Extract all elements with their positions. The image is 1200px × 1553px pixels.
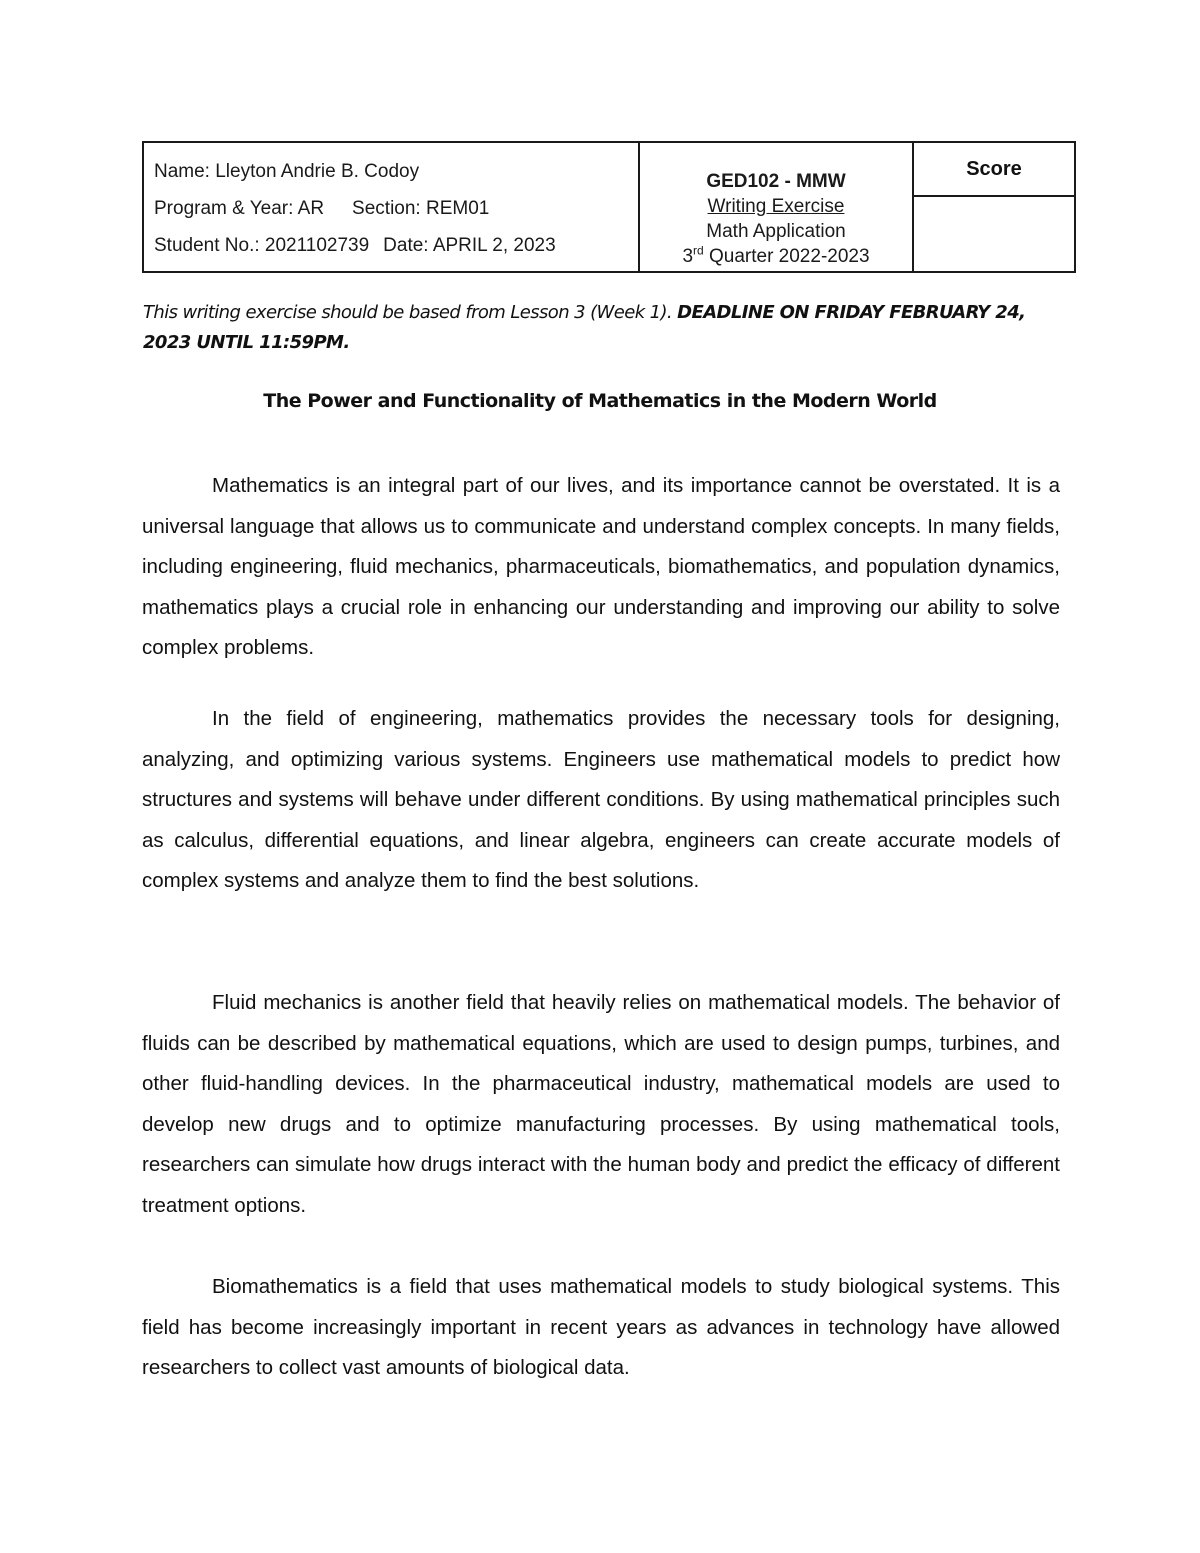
deadline-text: DEADLINE ON FRIDAY FEBRUARY 24, 2023 UNTIL 11:59PM.	[143, 302, 1026, 353]
score-value-cell	[913, 196, 1075, 272]
paragraph-1: Mathematics is an integral part of our lives, and its importance cannot be overstated. It is a universal language that allows us to communicate and understand complex concepts. In many fields, including engineering, fluid mechanics, pharmaceuticals, biomathematics, and population dynamics, mathematics plays a crucial role in enhancing our understanding and improving our ability to solve complex problems.	[142, 474, 1060, 660]
date: Date: APRIL 2, 2023	[383, 235, 556, 256]
instructions-text: This writing exercise should be based from Lesson 3 (Week 1).	[143, 302, 678, 323]
student-number: Student No.: 2021102739	[154, 235, 370, 256]
course-topic: Math Application	[706, 221, 846, 242]
course-type: Writing Exercise	[707, 196, 845, 217]
paragraph-2: In the field of engineering, mathematics provides the necessary tools for designing, analyzing, and optimizing various systems. Engineers use mathematical models to predict how structures and systems will behave under different conditions. By using mathematical principles such as calculus, differential equations, and linear algebra, engineers can create accurate models of complex systems and analyze them to find the best solutions.	[142, 707, 1060, 893]
paragraph-3: Fluid mechanics is another field that heavily relies on mathematical models. The behavior of fluids can be described by mathematical equations, which are used to design pumps, turbines, and other fluid-handling devices. In the pharmaceutical industry, mathematical models are used to develop new drugs and to optimize manufacturing processes. By using mathematical tools, researchers can simulate how drugs interact with the human body and predict the efficacy of different treatment options.	[142, 991, 1060, 1217]
quarter: 3rd Quarter 2022-2023	[682, 243, 870, 267]
paragraph-4: Biomathematics is a field that uses mathematical models to study biological systems. This field has become increasingly important in recent years as advances in technology have allowed researchers to collect vast amounts of biological data.	[142, 1275, 1060, 1380]
student-info-cell	[143, 142, 639, 272]
essay-title: The Power and Functionality of Mathematics in the Modern World	[263, 390, 937, 412]
score-value	[914, 197, 1074, 271]
course-code: GED102 - MMW	[706, 171, 846, 192]
section: Section: REM01	[352, 198, 490, 219]
score-label: Score	[966, 158, 1022, 180]
program-section-line	[154, 190, 638, 227]
score-label-cell	[913, 142, 1075, 196]
course-info-cell	[639, 142, 913, 272]
student-name: Name: Lleyton Andrie B. Codoy	[154, 161, 420, 182]
header-table	[142, 141, 1076, 273]
program-year: Program & Year: AR	[154, 198, 325, 219]
student-no-date-line	[154, 227, 638, 264]
instructions	[143, 298, 1063, 358]
